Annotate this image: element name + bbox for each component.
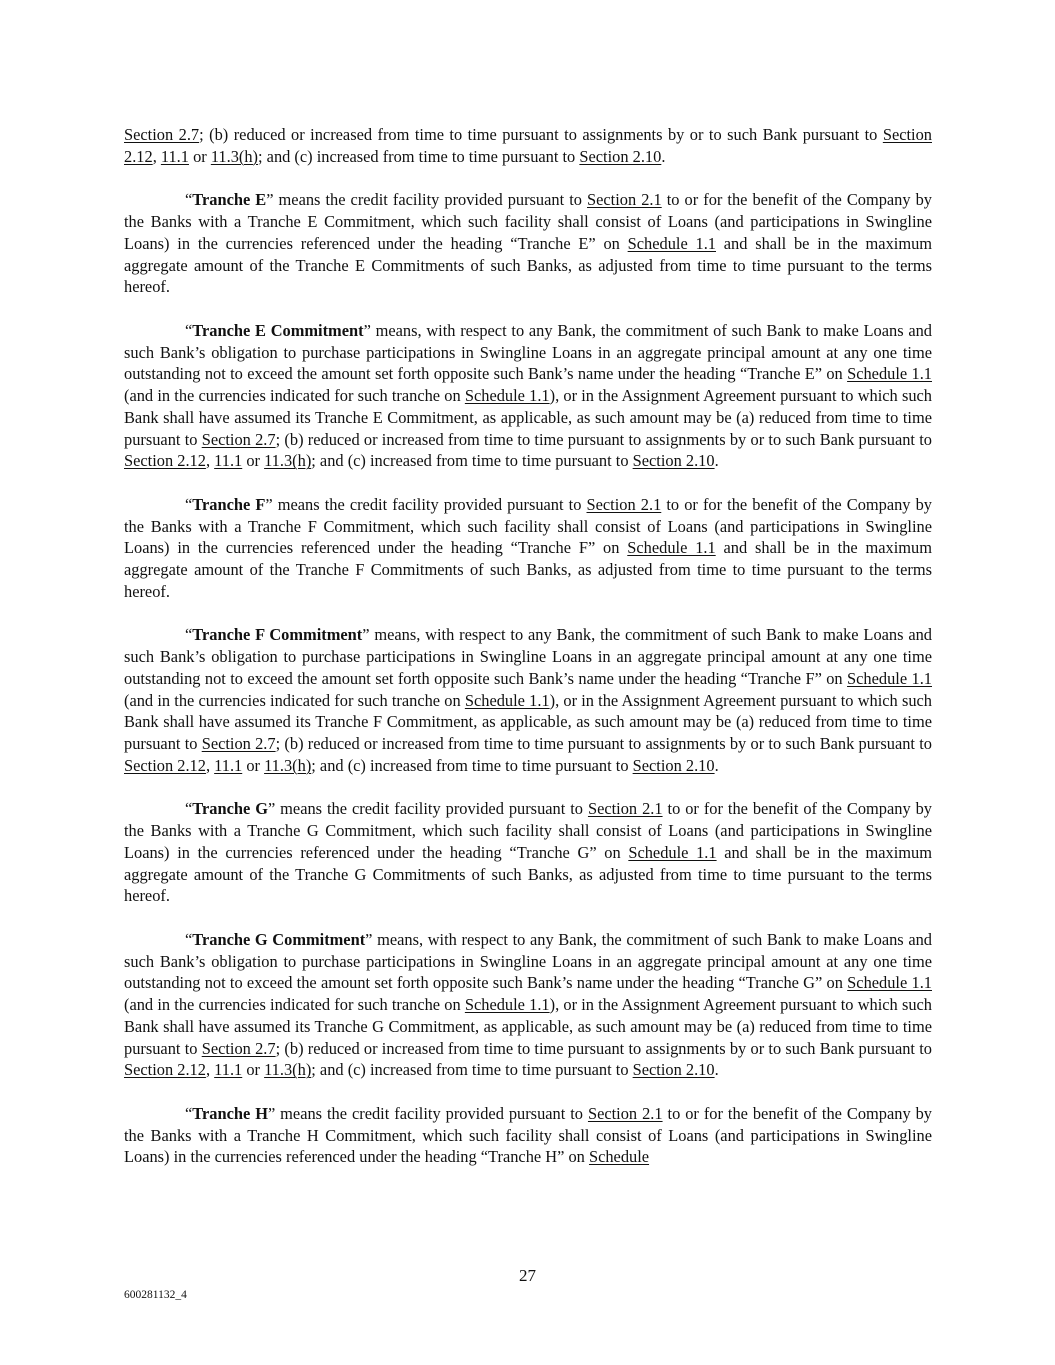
ref-section-2-10: Section 2.10 <box>632 1060 715 1080</box>
ref-11-1: 11.1 <box>214 1060 243 1080</box>
page-number: 27 <box>519 1266 536 1285</box>
ref-schedule-1-1: Schedule 1.1 <box>847 973 932 993</box>
defined-term: Tranche E <box>192 190 267 210</box>
ref-11-1: 11.1 <box>214 755 243 775</box>
definition-tranche-e: “Tranche E” means the credit facility provided pursuant to Section 2.1 to or for the benefit of the Company by the Banks with a Tranche E Commitment, which such facility shall consist of Loans (and participations in Swingline Loans) in the currencies referenced under the heading “Tranche E” on Schedule 1.1 and shall be in the maximum aggregate amount of the Tranche E Commitments of such Banks, as adjusted from time to time pursuant to the terms hereof. <box>124 190 933 297</box>
document-id: 600281132_4 <box>124 1289 187 1301</box>
ref-section-2-10: Section 2.10 <box>579 146 662 166</box>
ref-11-3-h: 11.3(h) <box>210 146 259 166</box>
ref-section-2-1: Section 2.1 <box>587 1103 663 1123</box>
ref-schedule-1-1: Schedule 1.1 <box>847 668 932 688</box>
paragraph-continuation: Section 2.7; (b) reduced or increased from time to time pursuant to assignments by or to such Bank pursuant to Section 2.12, 11.1 or 11.3(h); and (c) increased from time to time pursuant to Section 2.10. <box>124 125 932 166</box>
definition-tranche-f: “Tranche F” means the credit facility provided pursuant to Section 2.1 to or for the benefit of the Company by the Banks with a Tranche F Commitment, which such facility shall consist of Loans (and participations in Swingline Loans) in the currencies referenced under the heading “Tranche F” on Schedule 1.1 and shall be in the maximum aggregate amount of the Tranche F Commitments of such Banks, as adjusted from time to time pursuant to the terms hereof. <box>124 494 932 601</box>
ref-schedule-1-1: Schedule 1.1 <box>847 364 932 384</box>
ref-section-2-12: Section 2.12 <box>124 125 932 166</box>
ref-schedule-1-1: Schedule 1.1 <box>627 233 716 253</box>
ref-section-2-1: Section 2.1 <box>587 799 663 819</box>
ref-section-2-10: Section 2.10 <box>632 451 715 471</box>
ref-section-2-10: Section 2.10 <box>632 755 715 775</box>
definition-tranche-h: “Tranche H” means the credit facility provided pursuant to Section 2.1 to or for the benefit of the Company by the Banks with a Tranche H Commitment, which such facility shall consist of Loans (and participations in Swingline Loans) in the currencies referenced under the heading “Tranche H” on Schedule <box>124 1103 932 1167</box>
ref-schedule: Schedule <box>588 1147 650 1167</box>
ref-section-2-7: Section 2.7 <box>124 125 200 144</box>
definition-tranche-e-commitment: “Tranche E Commitment” means, with respect to any Bank, the commitment of such Bank to make Loans and such Bank’s obligation to purchase participations in Swingline Loans in an aggregate principal amount at any one time outstanding not to exceed the amount set forth opposite such Bank’s name under the heading “Tranche E” on Schedule 1.1 (and in the currencies indicated for such tranche on Schedule 1.1), or in the Assignment Agreement pursuant to which such Bank shall have assumed its Tranche E Commitment, as applicable, as such amount may be (a) reduced from time to time pursuant to Section 2.7; (b) reduced or increased from time to time pursuant to assignments by or to such Bank pursuant to Section 2.12, 11.1 or 11.3(h); and (c) increased from time to time pursuant to Section 2.10. <box>124 320 932 471</box>
ref-schedule-1-1: Schedule 1.1 <box>628 842 717 862</box>
ref-section-2-7: Section 2.7 <box>201 429 276 449</box>
ref-section-2-1: Section 2.1 <box>587 190 662 210</box>
ref-section-2-1: Section 2.1 <box>586 494 662 514</box>
defined-term: Tranche H <box>192 1103 268 1123</box>
document-body <box>124 124 932 1168</box>
definition-tranche-g: “Tranche G” means the credit facility provided pursuant to Section 2.1 to or for the benefit of the Company by the Banks with a Tranche G Commitment, which such facility shall consist of Loans (and participations in Swingline Loans) in the currencies referenced under the heading “Tranche G” on Schedule 1.1 and shall be in the maximum aggregate amount of the Tranche G Commitments of such Banks, as adjusted from time to time pursuant to the terms hereof. <box>124 799 932 906</box>
ref-section-2-12: Section 2.12 <box>124 451 206 471</box>
ref-11-1: 11.1 <box>214 451 243 471</box>
ref-section-2-7: Section 2.7 <box>201 1038 276 1058</box>
definition-tranche-g-commitment: “Tranche G Commitment” means, with respect to any Bank, the commitment of such Bank to make Loans and such Bank’s obligation to purchase participations in Swingline Loans in an aggregate principal amount at any one time outstanding not to exceed the amount set forth opposite such Bank’s name under the heading “Tranche G” on Schedule 1.1 (and in the currencies indicated for such tranche on Schedule 1.1), or in the Assignment Agreement pursuant to which such Bank shall have assumed its Tranche G Commitment, as applicable, as such amount may be (a) reduced from time to time pursuant to Section 2.7; (b) reduced or increased from time to time pursuant to assignments by or to such Bank pursuant to Section 2.12, 11.1 or 11.3(h); and (c) increased from time to time pursuant to Section 2.10. <box>124 929 933 1080</box>
defined-term: Tranche G Commitment <box>192 929 366 949</box>
ref-schedule-1-1: Schedule 1.1 <box>464 995 550 1014</box>
ref-schedule-1-1: Schedule 1.1 <box>464 690 550 710</box>
ref-schedule-1-1: Schedule 1.1 <box>627 538 716 558</box>
ref-11-3-h: 11.3(h) <box>264 1060 312 1080</box>
ref-section-2-12: Section 2.12 <box>124 755 206 775</box>
defined-term: Tranche F <box>192 494 266 514</box>
defined-term: Tranche G <box>192 799 268 819</box>
ref-section-2-7: Section 2.7 <box>201 734 276 753</box>
ref-11-3-h: 11.3(h) <box>264 755 312 775</box>
ref-schedule-1-1: Schedule 1.1 <box>464 386 550 405</box>
defined-term: Tranche E Commitment <box>192 320 364 340</box>
definition-tranche-f-commitment: “Tranche F Commitment” means, with respect to any Bank, the commitment of such Bank to make Loans and such Bank’s obligation to purchase participations in Swingline Loans in an aggregate principal amount at any one time outstanding not to exceed the amount set forth opposite such Bank’s name under the heading “Tranche F” on Schedule 1.1 (and in the currencies indicated for such tranche on Schedule 1.1), or in the Assignment Agreement pursuant to which such Bank shall have assumed its Tranche F Commitment, as applicable, as such amount may be (a) reduced from time to time pursuant to Section 2.7; (b) reduced or increased from time to time pursuant to assignments by or to such Bank pursuant to Section 2.12, 11.1 or 11.3(h); and (c) increased from time to time pursuant to Section 2.10. <box>124 625 933 775</box>
ref-11-3-h: 11.3(h) <box>264 451 312 471</box>
ref-11-1: 11.1 <box>160 146 189 166</box>
ref-section-2-12: Section 2.12 <box>124 1060 206 1080</box>
defined-term: Tranche F Commitment <box>192 625 363 645</box>
